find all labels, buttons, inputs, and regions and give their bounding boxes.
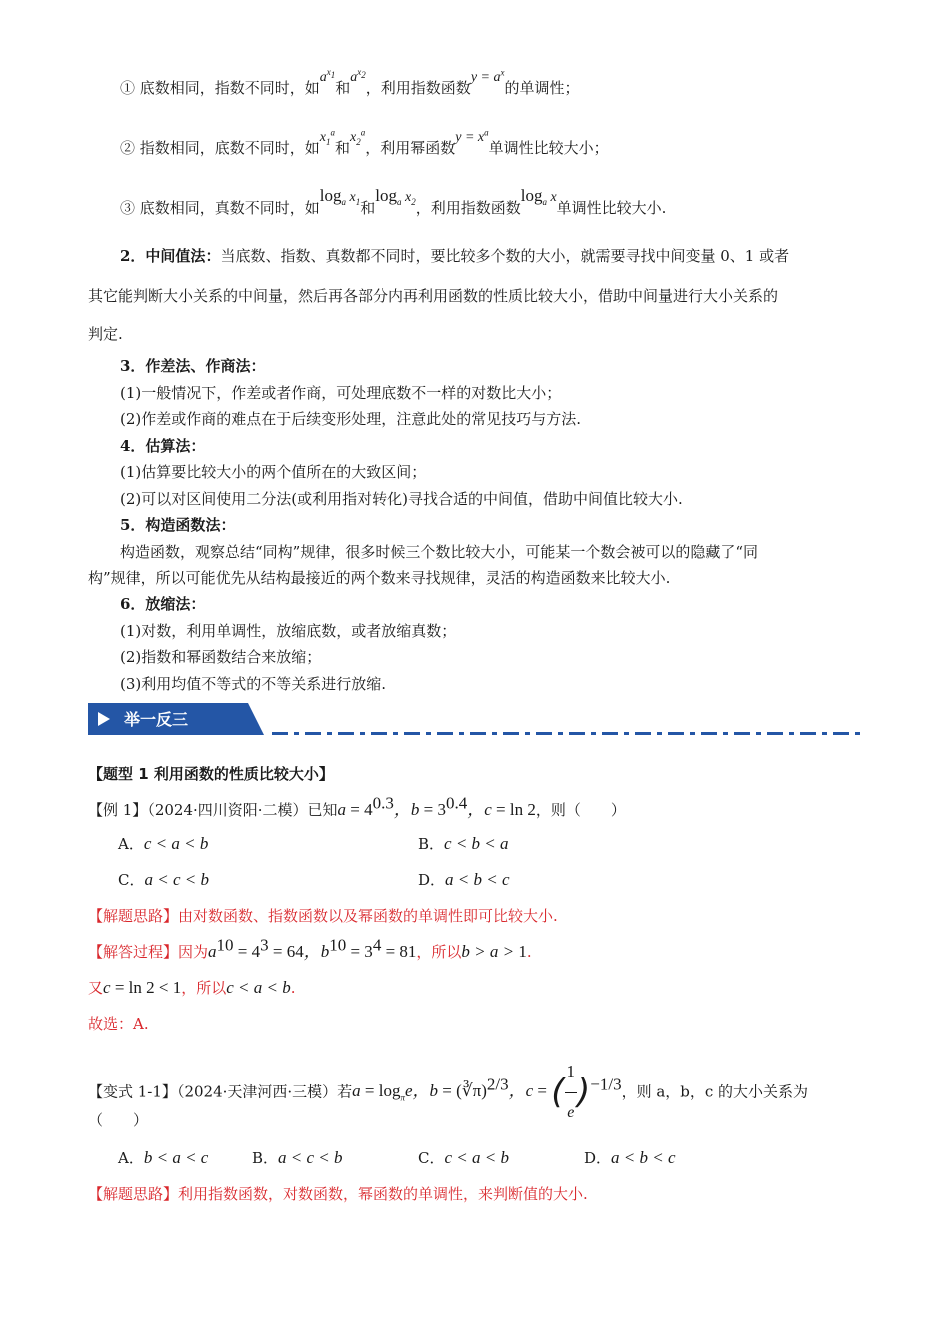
sec2-text1: 当底数、指数、真数都不同时，要比较多个数的大小，就需要寻找中间变量 0、1 或者 <box>220 247 790 265</box>
ex1-idea-text: 由对数函数、指数函数以及幂函数的单调性即可比较大小. <box>178 907 558 925</box>
ex1-idea-tag: 【解题思路】 <box>88 907 179 925</box>
var1-idea-text: 利用指数函数，对数函数，幂函数的单调性，来判断值的大小. <box>178 1185 588 1203</box>
sec6-line1: (1)对数，利用单调性，放缩底数，或者放缩真数； <box>120 622 457 640</box>
sec6-line3: (3)利用均值不等式的不等关系进行放缩. <box>120 675 387 693</box>
method-3-text: ③ 底数相同，真数不同时，如 <box>120 199 320 217</box>
sec2-line3: 判定. <box>88 325 123 343</box>
ex1-process: 【解答过程】因为$a^{10} = 4^3 = 64$，$b^{10} = 3^4 = 81$，所以b > a > 1. <box>88 935 532 961</box>
method-3-end: 单调性比较大小. <box>556 199 667 217</box>
example-1-question <box>88 793 626 820</box>
method-3-and: 和 <box>360 199 376 217</box>
formula-log-x: $\log_a x$ <box>520 186 557 207</box>
ex1-process-tag: 【解答过程】 <box>88 943 179 961</box>
ex1-option-c[interactable]: C．a < c < b <box>118 870 209 889</box>
method-2 <box>120 127 609 160</box>
var1-option-d[interactable]: D．a < b < c <box>584 1148 676 1167</box>
method-2-mid: ，利用幂函数 <box>365 139 456 157</box>
var1-option-b[interactable]: B．a < c < b <box>252 1148 343 1167</box>
sec5-title: 5．构造函数法： <box>120 516 236 534</box>
ex1-again-a: 又 <box>88 979 104 997</box>
ex1-option-d[interactable]: D．a < b < c <box>418 870 510 889</box>
method-1 <box>120 67 580 100</box>
method-2-and: 和 <box>335 139 351 157</box>
ex1-again-b: ，所以 <box>181 979 227 997</box>
sec6-title: 6．放缩法： <box>120 595 206 613</box>
ex1-given: $a = 4^{0.3}$，$b = 3^{0.4}$，c = ln 2 <box>337 793 536 819</box>
topic-heading: 【题型 1 利用函数的性质比较大小】 <box>88 765 334 783</box>
ex1-process-a: 因为 <box>178 943 209 961</box>
var1-given: $a = \log_\pi e$，b = (∛π)$^{2/3}$，c = ( $\frac{1}{e}$ )$^{-1/3}$ <box>352 1081 621 1100</box>
sec3-line1: (1)一般情况下，作差或者作商，可处理底数不一样的对数比大小； <box>120 384 562 402</box>
ex1-idea <box>88 906 558 926</box>
variant-source: （2024·天津河西·三模）若 <box>176 1082 353 1101</box>
formula-y-a-x: $y = a^x$ <box>470 67 505 85</box>
method-1-text: ① 底数相同，指数不同时，如 <box>120 79 320 97</box>
method-2-text: ② 指数相同，底数不同时，如 <box>120 139 320 157</box>
var1-option-c[interactable]: C．c < a < b <box>418 1148 509 1167</box>
section-banner <box>88 703 264 735</box>
var1-idea <box>88 1184 588 1204</box>
sec4-line2: (2)可以对区间使用二分法(或利用指对转化)寻找合适的中间值，借助中间值比较大小. <box>120 490 683 508</box>
var1-idea-tag: 【解题思路】 <box>88 1185 179 1203</box>
formula-y-x-a: $y = x^a$ <box>455 127 489 145</box>
variant-label: 【变式 1-1】 <box>88 1082 177 1101</box>
ex1-process-b: ，所以 <box>416 943 462 961</box>
variant-paren: （ ） <box>88 1111 149 1129</box>
sec5-line2: 构”规律，所以可能优先从结构最接近的两个数来寻找规律，灵活的构造函数来比较大小. <box>88 569 671 587</box>
variant-tail: ，则 a，b，c 的大小关系为 <box>621 1082 809 1101</box>
example-1-tail: ，则（ ） <box>535 801 626 819</box>
example-1-label: 【例 1】 <box>88 801 148 819</box>
method-2-end: 单调性比较大小； <box>488 139 609 157</box>
formula-x2-a: $x_2^a$ <box>350 127 366 147</box>
formula-x1-a: $x_1^a$ <box>319 127 335 147</box>
ex1-again: 又c = ln 2 < 1，所以c < a < b. <box>88 978 296 997</box>
sec2-line1 <box>120 246 789 266</box>
sec4-line1: (1)估算要比较大小的两个值所在的大致区间； <box>120 463 427 481</box>
sec6-line2: (2)指数和幂函数结合来放缩； <box>120 648 322 666</box>
sec2-title: 2．中间值法： <box>120 247 221 265</box>
ex1-answer: 故选：A. <box>88 1015 149 1033</box>
method-3 <box>120 186 667 220</box>
var1-option-a[interactable]: A．b < a < c <box>118 1148 209 1167</box>
method-1-mid: ，利用指数函数 <box>365 79 471 97</box>
sec3-title: 3．作差法、作商法： <box>120 357 266 375</box>
sec2-line2: 其它能判断大小关系的中间量，然后再各部分内再利用函数的性质比较大小，借助中间量进行大小关系的 <box>88 287 779 305</box>
variant-1-1-question <box>88 1052 809 1121</box>
banner-label: 举一反三 <box>124 710 189 729</box>
method-1-and: 和 <box>335 79 351 97</box>
banner-dash-line <box>272 732 860 735</box>
formula-a-x1: $a^{x_1}$ <box>319 67 336 85</box>
sec4-title: 4．估算法： <box>120 437 206 455</box>
example-1-source: （2024·四川资阳·二模）已知 <box>147 801 338 819</box>
formula-log-x1: $\log_a x_1$ <box>319 186 361 207</box>
ex1-option-a[interactable]: A．c < a < b <box>118 834 209 853</box>
ex1-option-b[interactable]: B．c < b < a <box>418 834 509 853</box>
sec5-line1: 构造函数，观察总结“同构”规律，很多时候三个数比较大小，可能某一个数会被可以的隐藏了“同 <box>120 543 759 561</box>
sec3-line2: (2)作差或作商的难点在于后续变形处理，注意此处的常见技巧与方法. <box>120 410 582 428</box>
formula-a-x2: $a^{x_2}$ <box>350 67 366 85</box>
method-1-end: 的单调性； <box>504 79 580 97</box>
formula-log-x2: $\log_a x_2$ <box>375 186 416 207</box>
method-3-mid: ，利用指数函数 <box>415 199 521 217</box>
